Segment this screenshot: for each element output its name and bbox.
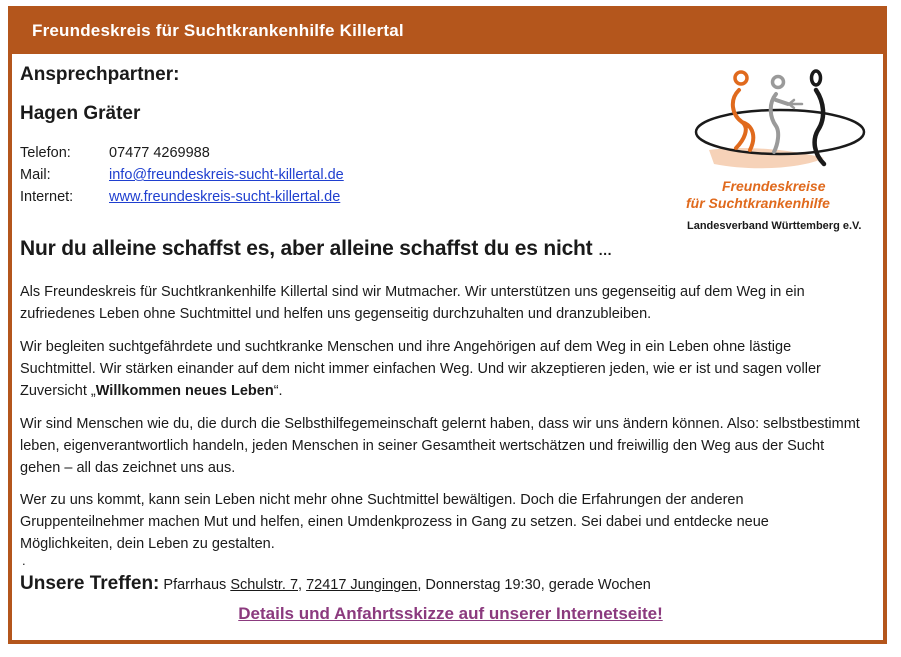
slogan [20,237,612,261]
logo-arrow [789,100,802,108]
contact-row-mail [20,164,344,186]
meetings-label: Unsere Treffen: [20,573,160,594]
paragraph-values: Wir sind Menschen wie du, die durch die Selbsthilfegemeinschaft gelernt haben, dass wir uns ändern können. Also: selbstbestimmt leben, eigenverantwortlich handeln, jeden Menschen in seiner Gesamtheit wertschätzen und freiwillig den Weg aus der Sucht gehen – all das zeichnet uns aus. [20,416,860,476]
logo-text-line3: Landesverband Württemberg e.V. [687,220,862,232]
contact-row-internet [20,186,344,208]
mail-link[interactable]: info@freundeskreis-sucht-killertal.de [109,167,344,183]
slogan-text: Nur du alleine schaffst es, aber alleine schaffst du es nicht [20,237,593,260]
phone-label: Telefon: [20,145,71,161]
paragraph-support-end: “. [273,383,283,399]
logo-figure-orange-body [733,90,753,150]
paragraph-support [20,336,860,402]
paragraph-invitation: Wer zu uns kommt, kann sein Leben nicht mehr ohne Suchtmittel bewältigen. Doch die Erfahrungen der anderen Gruppenteilnehmer machen Mut und helfen, einen Umdenkprozess in Gang zu setzen. Sei dabei und entdecke neue Möglichkeiten, dein Leben zu gestalten. [20,492,769,552]
logo-text-line1: Freundeskreise [722,178,826,194]
logo-figure-gray-body [771,94,788,152]
meetings-line [20,573,651,595]
meetings-place: Pfarrhaus [163,577,227,593]
logo-shadow-shape [709,148,824,168]
slogan-dots: … [598,242,612,258]
contact-table [20,142,344,208]
logo-figure-dark-head [812,71,821,85]
contact-heading: Ansprechpartner: [20,64,180,85]
logo-text-line2: für Suchtkrankenhilfe [686,195,830,211]
contact-name: Hagen Gräter [20,103,141,124]
logo-figure-orange-head [735,72,747,84]
meetings-street: Schulstr. 7 [230,577,299,593]
internet-link[interactable]: www.freundeskreis-sucht-killertal.de [109,189,341,205]
details-link[interactable]: Details und Anfahrtsskizze auf unserer Internetseite! [238,604,663,623]
freundeskreise-logo-icon [684,60,866,238]
contact-row-phone [20,142,344,164]
paragraph-support-text: Wir begleiten suchtgefährdete und suchtkranke Menschen und ihre Angehörigen auf dem Weg in ein Leben ohne lästige Suchtmittel. Wir stärken einander auf dem nicht immer einfachen Weg. Und wir akzeptieren jeden, wie er ist und sagen voller Zuversicht „ [20,339,821,399]
meetings-city: 72417 Jungingen [306,577,418,593]
paragraph-support-highlight: Willkommen neues Leben [95,383,274,399]
logo-figure-dark-body [815,90,824,164]
header-title: Freundeskreis für Suchtkrankenhilfe Killertal [32,21,404,40]
paragraph-intro: Als Freundeskreis für Suchtkrankenhilfe Killertal sind wir Mutmacher. Wir unterstützen uns gegenseitig auf dem Weg in ein zufriedenes Leben ohne Suchtmittel und helfen uns gegenseitig durchzuhalten und dranzubleiben. [20,284,805,322]
phone-value: 07477 4269988 [109,145,210,161]
mail-label: Mail: [20,167,51,183]
meetings-time: , Donnerstag 19:30, gerade Wochen [417,577,651,593]
internet-label: Internet: [20,189,74,205]
meetings-comma: , [298,577,303,593]
logo-figure-gray-head [773,77,784,88]
separator-dot: . [22,553,26,568]
header-bar [12,10,883,54]
